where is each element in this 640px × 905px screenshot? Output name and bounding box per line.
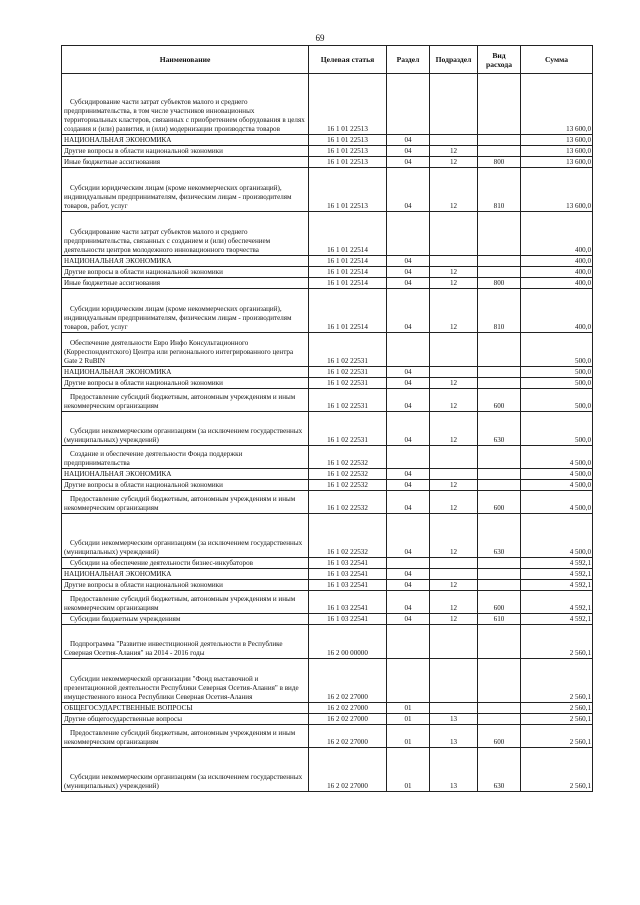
cell-expense-type — [478, 212, 521, 256]
cell-target: 16 1 02 22531 — [309, 333, 387, 367]
cell-target: 16 1 02 22531 — [309, 412, 387, 446]
cell-name: НАЦИОНАЛЬНАЯ ЭКОНОМИКА — [62, 367, 309, 378]
cell-section — [387, 74, 430, 135]
cell-section: 04 — [387, 146, 430, 157]
cell-section — [387, 212, 430, 256]
cell-section: 04 — [387, 389, 430, 412]
cell-sum: 500,0 — [521, 367, 593, 378]
cell-name: ОБЩЕГОСУДАРСТВЕННЫЕ ВОПРОСЫ — [62, 703, 309, 714]
cell-expense-type — [478, 480, 521, 491]
cell-subsection — [430, 569, 478, 580]
cell-section: 04 — [387, 168, 430, 212]
cell-name: Другие вопросы в области национальной экономики — [62, 267, 309, 278]
table-row — [62, 558, 593, 569]
cell-target: 16 1 02 22532 — [309, 446, 387, 469]
cell-section: 01 — [387, 748, 430, 792]
cell-section: 04 — [387, 491, 430, 514]
cell-subsection: 13 — [430, 725, 478, 748]
cell-section: 04 — [387, 157, 430, 168]
cell-section: 04 — [387, 267, 430, 278]
cell-expense-type — [478, 558, 521, 569]
cell-target: 16 1 02 22532 — [309, 469, 387, 480]
cell-target: 16 1 01 22514 — [309, 278, 387, 289]
cell-target: 16 1 03 22541 — [309, 569, 387, 580]
table-row — [62, 289, 593, 333]
cell-name: Субсидии некоммерческим организациям (за исключением государственных (муниципальных) учреждений) — [62, 748, 309, 792]
table-row — [62, 135, 593, 146]
table-row — [62, 714, 593, 725]
cell-sum: 2 560,1 — [521, 714, 593, 725]
table-body — [62, 74, 593, 792]
cell-name: Другие вопросы в области национальной экономики — [62, 580, 309, 591]
cell-expense-type — [478, 256, 521, 267]
cell-sum: 400,0 — [521, 256, 593, 267]
cell-expense-type — [478, 469, 521, 480]
cell-sum: 500,0 — [521, 389, 593, 412]
cell-sum: 4 592,1 — [521, 580, 593, 591]
cell-section: 04 — [387, 412, 430, 446]
cell-target: 16 2 02 27000 — [309, 703, 387, 714]
table-row — [62, 367, 593, 378]
cell-name: Субсидии бюджетным учреждениям — [62, 614, 309, 625]
cell-section: 04 — [387, 469, 430, 480]
cell-sum: 400,0 — [521, 267, 593, 278]
cell-subsection: 12 — [430, 389, 478, 412]
cell-section: 04 — [387, 514, 430, 558]
cell-expense-type: 810 — [478, 289, 521, 333]
cell-target: 16 1 01 22513 — [309, 74, 387, 135]
cell-sum: 13 600,0 — [521, 157, 593, 168]
cell-name: Другие вопросы в области национальной экономики — [62, 378, 309, 389]
header-name: Наименование — [62, 46, 309, 74]
table-row — [62, 256, 593, 267]
cell-target: 16 2 02 27000 — [309, 725, 387, 748]
cell-name: НАЦИОНАЛЬНАЯ ЭКОНОМИКА — [62, 256, 309, 267]
cell-sum: 2 560,1 — [521, 725, 593, 748]
cell-target: 16 1 03 22541 — [309, 580, 387, 591]
cell-name: НАЦИОНАЛЬНАЯ ЭКОНОМИКА — [62, 569, 309, 580]
cell-name: Субсидии некоммерческим организациям (за исключением государственных (муниципальных) учреждений) — [62, 514, 309, 558]
cell-sum: 13 600,0 — [521, 168, 593, 212]
cell-section: 01 — [387, 714, 430, 725]
cell-name: Субсидии некоммерческой организации "Фонд выставочной и презентационной деятельности Республики Северная Осетия-Алания" в виде имущественного взноса Республики Северная Осетия-Алания — [62, 659, 309, 703]
table-row — [62, 725, 593, 748]
cell-section: 01 — [387, 703, 430, 714]
cell-subsection: 13 — [430, 748, 478, 792]
cell-subsection: 12 — [430, 146, 478, 157]
cell-target: 16 1 01 22513 — [309, 157, 387, 168]
cell-sum: 4 592,1 — [521, 569, 593, 580]
cell-sum: 400,0 — [521, 289, 593, 333]
cell-section: 04 — [387, 289, 430, 333]
cell-expense-type: 600 — [478, 591, 521, 614]
cell-expense-type: 600 — [478, 491, 521, 514]
cell-subsection — [430, 469, 478, 480]
cell-sum: 13 600,0 — [521, 135, 593, 146]
cell-expense-type: 630 — [478, 412, 521, 446]
cell-target: 16 1 03 22541 — [309, 591, 387, 614]
cell-sum: 500,0 — [521, 378, 593, 389]
cell-expense-type: 800 — [478, 278, 521, 289]
cell-subsection: 12 — [430, 491, 478, 514]
cell-name: Субсидии некоммерческим организациям (за исключением государственных (муниципальных) учреждений) — [62, 412, 309, 446]
table-row — [62, 212, 593, 256]
table-row — [62, 469, 593, 480]
cell-name: Субсидии на обеспечение деятельности бизнес-инкубаторов — [62, 558, 309, 569]
cell-target: 16 2 02 27000 — [309, 748, 387, 792]
cell-section: 04 — [387, 367, 430, 378]
cell-target: 16 1 01 22514 — [309, 289, 387, 333]
cell-target: 16 1 02 22531 — [309, 389, 387, 412]
cell-name: Создание и обеспечение деятельности Фонда поддержки предпринимательства — [62, 446, 309, 469]
cell-sum: 13 600,0 — [521, 146, 593, 157]
cell-expense-type — [478, 146, 521, 157]
cell-section — [387, 558, 430, 569]
cell-subsection — [430, 659, 478, 703]
cell-subsection — [430, 212, 478, 256]
cell-subsection: 12 — [430, 580, 478, 591]
cell-sum: 4 592,1 — [521, 591, 593, 614]
cell-name: Другие вопросы в области национальной экономики — [62, 480, 309, 491]
cell-expense-type — [478, 74, 521, 135]
cell-expense-type: 630 — [478, 514, 521, 558]
table-row — [62, 748, 593, 792]
cell-section: 04 — [387, 256, 430, 267]
cell-target: 16 1 02 22531 — [309, 367, 387, 378]
cell-target: 16 1 03 22541 — [309, 558, 387, 569]
cell-section: 04 — [387, 378, 430, 389]
table-row — [62, 480, 593, 491]
cell-target: 16 2 00 00000 — [309, 625, 387, 659]
cell-section: 04 — [387, 591, 430, 614]
cell-section: 04 — [387, 480, 430, 491]
header-sum: Сумма — [521, 46, 593, 74]
cell-expense-type — [478, 703, 521, 714]
table-row — [62, 412, 593, 446]
cell-target: 16 2 02 27000 — [309, 714, 387, 725]
cell-expense-type: 600 — [478, 389, 521, 412]
cell-target: 16 1 02 22531 — [309, 378, 387, 389]
cell-sum: 2 560,1 — [521, 625, 593, 659]
table-row — [62, 146, 593, 157]
table-row — [62, 333, 593, 367]
cell-name: Субсидирование части затрат субъектов малого и среднего предпринимательства, связанных с созданием и (или) обеспечением деятельности центров молодежного инновационного творчества — [62, 212, 309, 256]
cell-sum: 4 500,0 — [521, 446, 593, 469]
cell-subsection — [430, 367, 478, 378]
cell-sum: 4 592,1 — [521, 614, 593, 625]
cell-name: НАЦИОНАЛЬНАЯ ЭКОНОМИКА — [62, 469, 309, 480]
cell-expense-type — [478, 333, 521, 367]
header-target: Целевая статья — [309, 46, 387, 74]
cell-subsection — [430, 625, 478, 659]
cell-target: 16 1 01 22514 — [309, 212, 387, 256]
cell-section: 01 — [387, 725, 430, 748]
table-row — [62, 168, 593, 212]
cell-target: 16 1 01 22513 — [309, 135, 387, 146]
budget-table — [61, 45, 593, 792]
cell-sum: 2 560,1 — [521, 748, 593, 792]
table-row — [62, 389, 593, 412]
table-row — [62, 491, 593, 514]
table-header-row — [62, 46, 593, 74]
cell-target: 16 1 01 22513 — [309, 146, 387, 157]
cell-subsection — [430, 74, 478, 135]
cell-name: Предоставление субсидий бюджетным, автономным учреждениям и иным некоммерческим организациям — [62, 725, 309, 748]
cell-name: Предоставление субсидий бюджетным, автономным учреждениям и иным некоммерческим организациям — [62, 591, 309, 614]
cell-section — [387, 333, 430, 367]
cell-sum: 4 500,0 — [521, 480, 593, 491]
header-section: Раздел — [387, 46, 430, 74]
cell-target: 16 1 02 22532 — [309, 480, 387, 491]
cell-name: Иные бюджетные ассигнования — [62, 157, 309, 168]
cell-subsection — [430, 135, 478, 146]
cell-sum: 2 560,1 — [521, 659, 593, 703]
page-number: 69 — [315, 33, 325, 43]
table-row — [62, 157, 593, 168]
table-row — [62, 446, 593, 469]
cell-subsection: 12 — [430, 289, 478, 333]
cell-section — [387, 625, 430, 659]
cell-expense-type: 610 — [478, 614, 521, 625]
cell-section: 04 — [387, 614, 430, 625]
cell-section — [387, 446, 430, 469]
cell-sum: 500,0 — [521, 333, 593, 367]
cell-subsection: 12 — [430, 412, 478, 446]
cell-name: Другие вопросы в области национальной экономики — [62, 146, 309, 157]
cell-subsection — [430, 703, 478, 714]
cell-subsection: 12 — [430, 378, 478, 389]
table-row — [62, 614, 593, 625]
cell-expense-type — [478, 446, 521, 469]
header-expense-type: Вид расхода — [478, 46, 521, 74]
cell-sum: 400,0 — [521, 278, 593, 289]
cell-subsection: 12 — [430, 480, 478, 491]
cell-target: 16 1 02 22532 — [309, 491, 387, 514]
cell-section: 04 — [387, 135, 430, 146]
table-row — [62, 267, 593, 278]
cell-name: Другие общегосударственные вопросы — [62, 714, 309, 725]
cell-name: Субсидии юридическим лицам (кроме некоммерческих организаций), индивидуальным предпринимателям, физическим лицам - производителям товаров, работ, услуг — [62, 289, 309, 333]
cell-name: НАЦИОНАЛЬНАЯ ЭКОНОМИКА — [62, 135, 309, 146]
cell-subsection — [430, 558, 478, 569]
table-row — [62, 74, 593, 135]
cell-name: Предоставление субсидий бюджетным, автономным учреждениям и иным некоммерческим организациям — [62, 491, 309, 514]
cell-section: 04 — [387, 569, 430, 580]
cell-subsection: 12 — [430, 278, 478, 289]
cell-target: 16 1 01 22513 — [309, 168, 387, 212]
table-row — [62, 514, 593, 558]
cell-expense-type: 800 — [478, 157, 521, 168]
cell-expense-type — [478, 267, 521, 278]
cell-sum: 4 500,0 — [521, 491, 593, 514]
cell-target: 16 1 01 22514 — [309, 256, 387, 267]
cell-sum: 2 560,1 — [521, 703, 593, 714]
cell-expense-type: 810 — [478, 168, 521, 212]
header-subsection: Подраздел — [430, 46, 478, 74]
cell-expense-type: 600 — [478, 725, 521, 748]
cell-expense-type — [478, 378, 521, 389]
cell-target: 16 1 03 22541 — [309, 614, 387, 625]
cell-expense-type — [478, 659, 521, 703]
cell-name: Обеспечение деятельности Евро Инфо Консультационного (Корреспондентского) Центра или регионального интегрированного центра Gate 2 RuBIN — [62, 333, 309, 367]
cell-section: 04 — [387, 580, 430, 591]
cell-sum: 4 500,0 — [521, 469, 593, 480]
cell-subsection — [430, 446, 478, 469]
cell-sum: 400,0 — [521, 212, 593, 256]
table-row — [62, 625, 593, 659]
cell-sum: 500,0 — [521, 412, 593, 446]
cell-target: 16 1 01 22514 — [309, 267, 387, 278]
cell-subsection: 12 — [430, 614, 478, 625]
cell-sum: 13 600,0 — [521, 74, 593, 135]
table-row — [62, 378, 593, 389]
cell-subsection: 12 — [430, 591, 478, 614]
table-row — [62, 591, 593, 614]
cell-name: Субсидии юридическим лицам (кроме некоммерческих организаций), индивидуальным предпринимателям, физическим лицам - производителям товаров, работ, услуг — [62, 168, 309, 212]
table-row — [62, 569, 593, 580]
cell-expense-type — [478, 135, 521, 146]
cell-expense-type — [478, 569, 521, 580]
cell-expense-type — [478, 714, 521, 725]
cell-name: Подпрограмма "Развитие инвестиционной деятельности в Республике Северная Осетия-Алания" на 2014 - 2016 годы — [62, 625, 309, 659]
cell-sum: 4 592,1 — [521, 558, 593, 569]
cell-subsection — [430, 333, 478, 367]
cell-target: 16 1 02 22532 — [309, 514, 387, 558]
cell-name: Предоставление субсидий бюджетным, автономным учреждениям и иным некоммерческим организациям — [62, 389, 309, 412]
cell-subsection — [430, 256, 478, 267]
cell-name: Иные бюджетные ассигнования — [62, 278, 309, 289]
cell-subsection: 13 — [430, 714, 478, 725]
cell-subsection: 12 — [430, 267, 478, 278]
cell-target: 16 2 02 27000 — [309, 659, 387, 703]
table-row — [62, 278, 593, 289]
cell-subsection: 12 — [430, 168, 478, 212]
cell-subsection: 12 — [430, 157, 478, 168]
cell-expense-type — [478, 367, 521, 378]
cell-expense-type — [478, 625, 521, 659]
table-row — [62, 703, 593, 714]
cell-sum: 4 500,0 — [521, 514, 593, 558]
cell-expense-type: 630 — [478, 748, 521, 792]
cell-section: 04 — [387, 278, 430, 289]
cell-subsection: 12 — [430, 514, 478, 558]
cell-section — [387, 659, 430, 703]
cell-name: Субсидирование части затрат субъектов малого и среднего предпринимательства, в том числе участников инновационных территориальных кластеров, связанных с приобретением оборудования в целях создания и (или) развития, и (или) модернизации производства товаров — [62, 74, 309, 135]
table-row — [62, 580, 593, 591]
table-row — [62, 659, 593, 703]
cell-expense-type — [478, 580, 521, 591]
